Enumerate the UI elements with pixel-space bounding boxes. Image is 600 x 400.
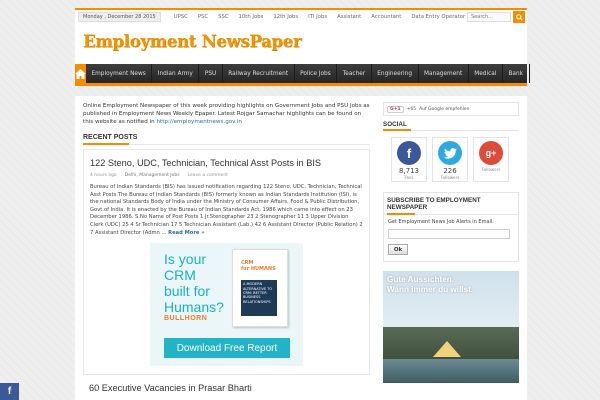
- site-logo[interactable]: Employment NewsPaper: [83, 32, 302, 51]
- post-meta: [90, 173, 363, 178]
- google-plus-label: Followers: [481, 167, 501, 172]
- page-header: [75, 8, 527, 86]
- top-links: [169, 14, 470, 20]
- subscribe-widget: [383, 192, 519, 262]
- ad-tent: [433, 341, 461, 357]
- recent-posts-heading: RECENT POSTS: [83, 134, 370, 145]
- nav-teacher[interactable]: Teacher: [337, 64, 372, 83]
- nav-police-jobs[interactable]: Police Jobs: [295, 64, 338, 83]
- main-content: [75, 96, 527, 400]
- site-header: [75, 24, 527, 64]
- nav-railway-recruitment[interactable]: Railway Recruitment: [223, 64, 295, 83]
- top-bar: [75, 8, 527, 24]
- google-plus-count: +65: [406, 106, 417, 112]
- ad-book-title: [241, 260, 276, 272]
- subscribe-email-input[interactable]: [388, 229, 510, 239]
- ad2-headline: [387, 275, 473, 295]
- google-plus-icon: g+: [479, 141, 503, 165]
- search-icon: [516, 14, 523, 21]
- ad-line-2: CRM: [164, 267, 196, 284]
- facebook-share-tab[interactable]: f: [0, 383, 19, 400]
- crm-advertisement[interactable]: [150, 243, 303, 366]
- google-plus-bar: [383, 102, 519, 116]
- subscribe-text: Get Employment News Job Alerts in Email.: [388, 219, 494, 225]
- ad-lake: [383, 359, 519, 383]
- top-link-10th-jobs[interactable]: 10th Jobs: [238, 14, 264, 20]
- post-category[interactable]: Delhi, Management Jobs: [124, 173, 180, 178]
- ad-book-cover: [232, 249, 288, 327]
- top-link-iti-jobs[interactable]: ITI Jobs: [308, 14, 328, 20]
- facebook-count: 8,713: [398, 167, 420, 175]
- left-column: [83, 102, 370, 393]
- post-card: [83, 149, 370, 375]
- google-plus-one-button[interactable]: G+1: [387, 106, 404, 113]
- top-link-assistant[interactable]: Assistant: [337, 14, 362, 20]
- twitter-bird-icon: [444, 148, 457, 159]
- ad-line-3: built for: [164, 283, 210, 300]
- subscribe-heading: SUBSCRIBE TO EMPLOYMENT NEWSPAPER: [384, 193, 518, 215]
- post-time: 4 hours ago: [90, 173, 117, 178]
- ad-book-title-2: for HUMANS: [241, 266, 276, 273]
- ad-headline: [164, 251, 224, 315]
- nav-psu[interactable]: PSU: [199, 64, 222, 83]
- ad-brand: BULLHORN: [164, 315, 208, 323]
- intro-text: [83, 102, 370, 126]
- twitter-count: 226: [443, 167, 457, 175]
- post-comment-link[interactable]: Leave a comment: [187, 173, 228, 178]
- top-link-upsc[interactable]: UPSC: [173, 14, 188, 20]
- nav-bank[interactable]: Bank: [503, 64, 530, 83]
- facebook-label: Fans: [404, 175, 414, 180]
- search-button[interactable]: [513, 11, 525, 23]
- ad2-line-2: Wann immer du willst.: [387, 285, 474, 294]
- travel-advertisement[interactable]: [383, 271, 519, 383]
- nav-engineering[interactable]: Engineering: [372, 64, 419, 83]
- top-link-data-entry-operator[interactable]: Data Entry Operator: [411, 14, 466, 20]
- ad-line-1: Is your: [164, 251, 207, 268]
- home-icon: [75, 69, 86, 79]
- read-more-link[interactable]: Read More »: [168, 229, 205, 236]
- social-counters: [383, 137, 519, 182]
- top-link-12th-jobs[interactable]: 12th Jobs: [273, 14, 299, 20]
- download-report-button[interactable]: Download Free Report: [164, 338, 290, 358]
- intro-link[interactable]: http://employmentnews.gov.in: [156, 119, 242, 125]
- twitter-label: Followers: [440, 175, 460, 180]
- intro-body: Online Employment Newspaper of this week providing highlights on Government Jobs and PSU Jobs as published in Employment News Weekly Epaper. Latest Rojgar Samachar highlights can be found on this website as notified in: [83, 103, 370, 125]
- nav-management[interactable]: Management: [419, 64, 469, 83]
- post-excerpt-text: Bureau of Indian Standards (BIS) has issued notification regarding 122 Steno, UDC, Technician, Technical Asst Posts.The Bureau of Indian Standards (BIS) formerly known as Indian Standards Institution (ISI), is the national Standards Body of India under the Ministry of Consumer Affairs, Food & Public Distribution, Govt.of India. It is enacted by the Bureau of Indian Standards Act, 1986 which came into effect on 23 December 1986. S.No Name of Post Posts 1 Jr.Stenographer 23 2 Stenographer 11 3 Upper Division Clerk (UDC) 25 4 Sr.Technician 17 5 Technician Assistant (Lab.) 42 6 Assistant Director (Public Relation) 2 7 Assistant Director (Admn ...: [90, 184, 363, 236]
- nav-employment-news[interactable]: Employment News: [86, 64, 152, 83]
- main-nav: [75, 64, 527, 86]
- post-excerpt: [90, 184, 363, 237]
- google-plus-text: Auf Google empfehlen: [419, 106, 470, 112]
- twitter-counter[interactable]: [432, 137, 468, 182]
- top-link-ssc[interactable]: SSC: [218, 14, 229, 20]
- ad-book-title-1: CRM: [241, 260, 254, 267]
- sidebar: [383, 102, 519, 383]
- post-title[interactable]: 122 Steno, UDC, Technician, Technical Asst Posts in BIS: [90, 158, 321, 168]
- top-link-psc[interactable]: PSC: [197, 14, 209, 20]
- ad-book-body: A MODERN ALTERNATIVE TO CRM: BETTER BUSINESS RELATIONSHIPS: [241, 280, 277, 316]
- social-heading: SOCIAL: [383, 121, 519, 131]
- google-plus-counter[interactable]: [473, 137, 509, 182]
- home-button[interactable]: [75, 64, 86, 83]
- twitter-icon: [438, 141, 462, 165]
- facebook-counter[interactable]: [391, 137, 427, 182]
- ad2-line-1: Gute Aussichten.: [387, 275, 455, 284]
- date-display: Monday , December 28 2015: [78, 12, 161, 22]
- facebook-icon: f: [397, 141, 421, 165]
- top-link-accountant[interactable]: Accountant: [371, 14, 402, 20]
- ad-line-4: Humans?: [164, 299, 224, 316]
- nav-medical[interactable]: Medical: [469, 64, 503, 83]
- subscribe-ok-button[interactable]: Ok: [388, 244, 408, 255]
- post-title-2[interactable]: 60 Executive Vacancies in Prasar Bharti: [89, 383, 252, 394]
- search-input[interactable]: [467, 12, 511, 22]
- nav-indian-army[interactable]: Indian Army: [152, 64, 199, 83]
